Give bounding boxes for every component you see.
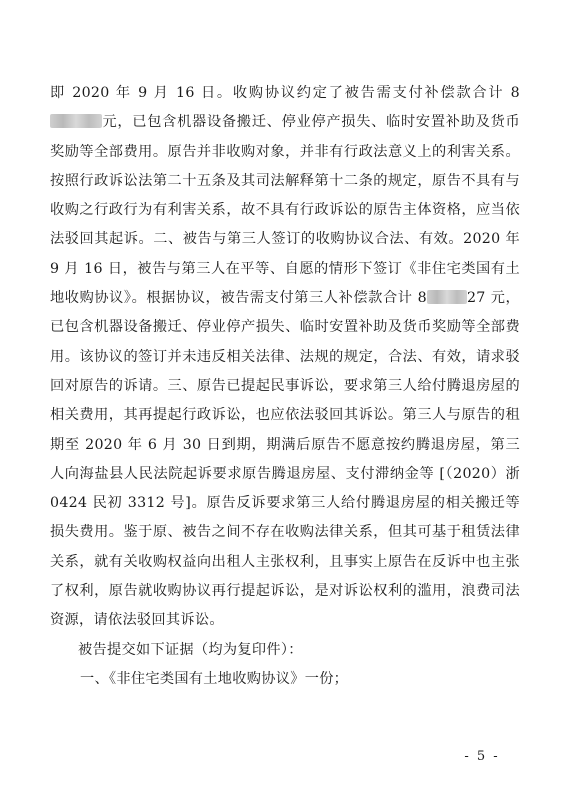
evidence-intro: 被告提交如下证据（均为复印件）： [78, 641, 303, 658]
paragraph [50, 79, 520, 636]
redaction-mark [427, 290, 467, 304]
redaction-mark [50, 114, 102, 128]
page-number: - 5 - [464, 749, 500, 764]
paragraph-text-part: 即 2020 年 9 月 16 日。收购协议约定了被告需支付补偿款合计 8 [50, 85, 520, 101]
paragraph-text-part: 27 元，已包含机器设备搬迁、停业停产损失、临时安置补助及货币奖励等全部费用。该协议的签订并未违反相关法律、法规的规定，合法、有效，请求驳回对原告的诉请。三、原告已提起民事诉讼，要求第三人给付腾退房屋的相关费用，其再提起行政诉讼，也应依法驳回其诉讼。第三人与原告的租期至 2020 年 6 月 30 日到期，期满后原告不愿意按约腾退房屋，第三人向海盐县人民法院起诉要求原告腾退房屋、支付滞纳金等 [（2020）浙 0424 民初 3312 号]。原告反诉要求第三人给付腾退房屋的相关搬迁等损失费用。鉴于原、被告之间不存在收购法律关系，但其可基于租赁法律关系，就有关收购权益向出租人主张权利，且事实上原告在反诉中也主张了权利，原告就收购协议再行提起诉讼，是对诉讼权利的滥用，浪费司法资源，请依法驳回其诉讼。 [50, 290, 520, 629]
evidence-item-1: 一、《非住宅类国有土地收购协议》一份； [80, 670, 349, 687]
document-body [50, 79, 520, 694]
paragraph-text-part: 元，已包含机器设备搬迁、停业停产损失、临时安置补助及货币奖励等全部费用。原告并非收购对象，并非有行政法意义上的利害关系。按照行政诉讼法第二十五条及其司法解释第十二条的规定，原告不具有与收购之行政行为有利害关系，故不具有行政诉讼的原告主体资格，应当依法驳回其起诉。二、被告与第三人签订的收购协议合法、有效。2020 年 9 月 16 日，被告与第三人在平等、自愿的情形下签订《非住宅类国有土地收购协议》。根据协议，被告需支付第三人补偿款合计 8 [50, 114, 520, 307]
